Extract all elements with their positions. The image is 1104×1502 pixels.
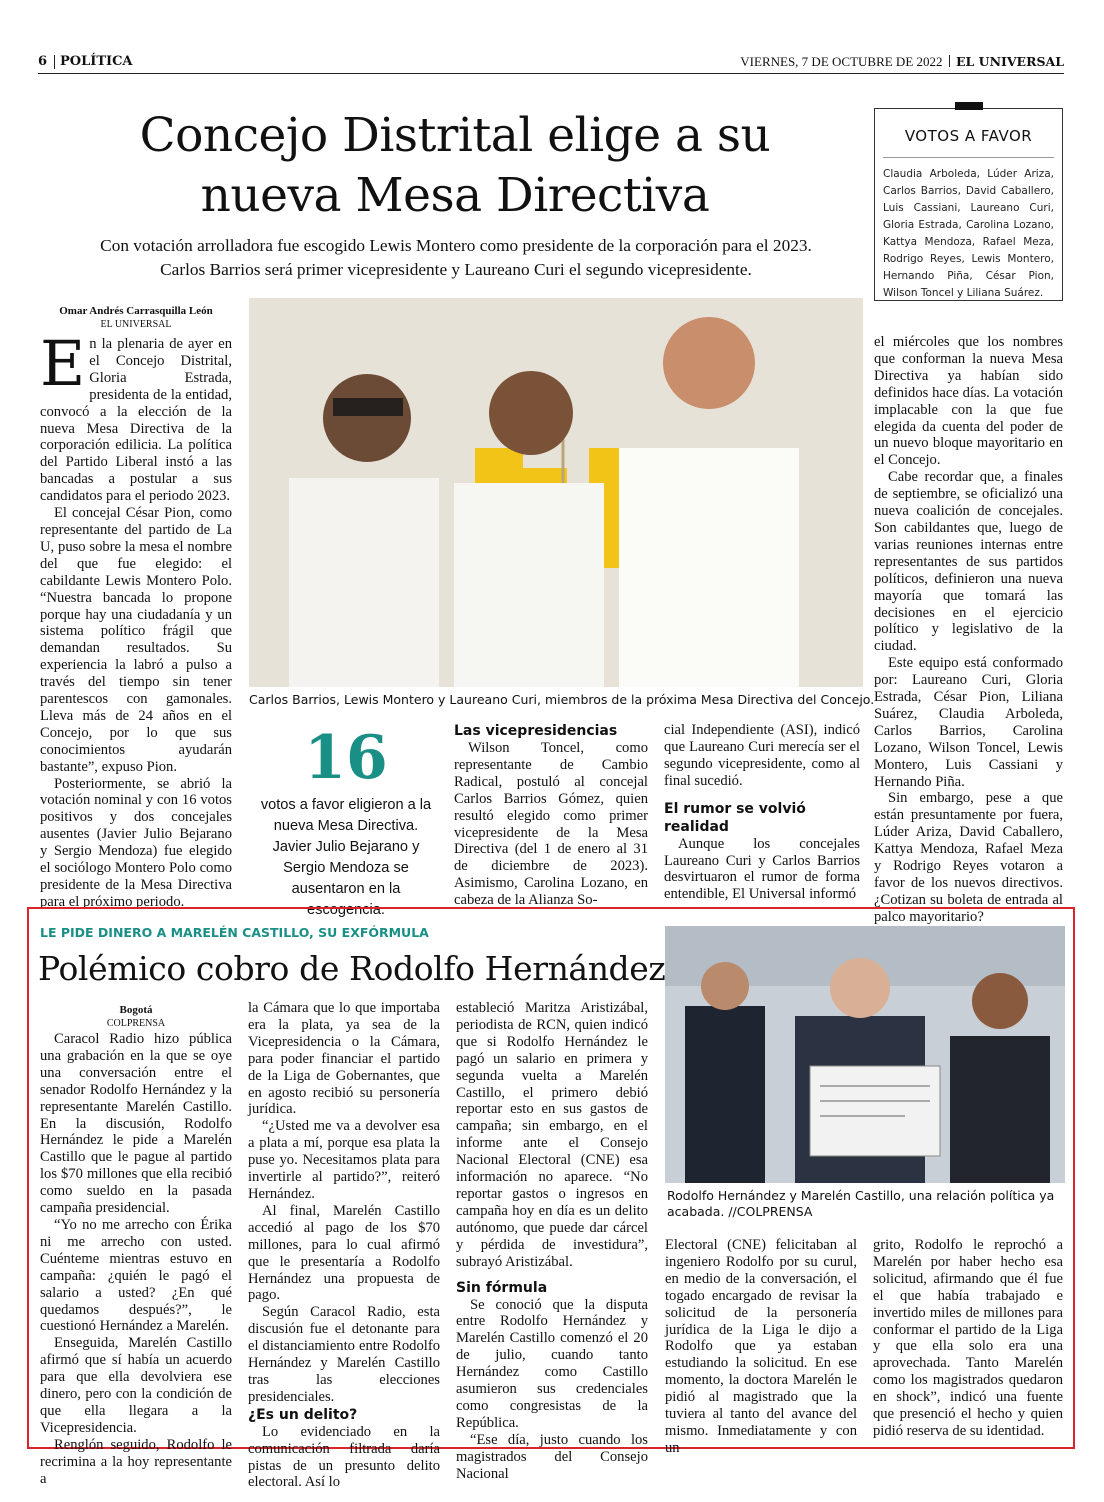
deck-line-2: Carlos Barrios será primer vicepresidente y Laureano Curi el segundo vicepresidente. — [160, 260, 752, 279]
paragraph: Renglón seguido, Rodolfo le recrimina a la hoy representante a — [40, 1436, 232, 1487]
paper-name: EL UNIVERSAL — [956, 54, 1064, 69]
article1-headline — [60, 106, 850, 226]
paragraph: Caracol Radio hizo pública una grabación en la que se oye una conversación entre el senador Rodolfo Hernández y la representante Marelén Castillo. En la discusión, Rodolfo Hernández le pide a Marelén Castillo que le pague al partido los $70 millones que ella recibió como sueldo en la pasada campaña presidencial. — [40, 1031, 232, 1217]
paragraph: Este equipo está conformado por: Laureano Curi, Gloria Estrada, César Pion, Liliana Suárez, Claudia Arboleda, Carlos Barrios, Carolina Lozano, Wilson Toncel, Lewis Montero, Luis Cassiani y Hernando Piña. — [874, 655, 1063, 790]
council-photo — [249, 298, 863, 687]
paragraph: cial Independiente (ASI), indicó que Laureano Curi merecía ser el segundo vicepresidente, como al final sucedió. — [664, 722, 860, 789]
article1-deck — [40, 234, 872, 282]
author-name: Omar Andrés Carrasquilla León — [59, 305, 213, 317]
paragraph: estableció Maritza Aristizábal, periodista de RCN, quien indicó que si Rodolfo Hernández le pagó un salario en primera y segunda vuelta a Marelén Castillo, el primero debió reportar esto en sus gastos de campaña; sin embargo, en el informe ante el Consejo Nacional Electoral (CNE) esa información no aparece. “No reportar gastos o ingresos en campaña hoy en día es un delito autónomo, que puede dar cárcel y pérdida de investidura”, subrayó Aristizábal. — [456, 1000, 648, 1270]
hernandez-photo-illustration — [665, 926, 1065, 1183]
article2-headline: Polémico cobro de Rodolfo Hernández — [38, 949, 666, 988]
sidebar-title: VOTOS A FAVOR — [904, 127, 1033, 145]
paragraph: la Cámara que lo que importaba era la plata, ya sea de la Vicepresidencia o la Cámara, para poder financiar el partido de la Liga de Gobernantes, que en agosto recibió su personería jurídica. — [248, 1000, 440, 1118]
header-divider-2 — [949, 55, 950, 67]
deck-line-1: Con votación arrolladora fue escogido Lewis Montero como presidente de la corporación para el 2023. — [100, 236, 812, 255]
headline-line-2: nueva Mesa Directiva — [200, 168, 710, 223]
author-org: EL UNIVERSAL — [100, 319, 172, 330]
hernandez-photo — [665, 926, 1065, 1183]
paragraph: “¿Usted me va a devolver esa a plata a mí, porque esa plata la puse yo. Necesitamos plata para invertirle al partido?”, reiteró Hernández. — [248, 1118, 440, 1202]
paragraph: El concejal César Pion, como representante del partido de La U, puso sobre la mesa el nombre del que fue elegido: el cabildante Lewis Montero Polo. “Nuestra bancada lo propone porque hay una ciudadanía y un sistema político frágil que demandan resultados. Su experiencia la labró a pulso a través del tiempo sin tener parentescos con gamonales. Lleva más de 24 años en el Concejo, por lo que sus conocimientos ayudarán bastante”, expuso Pion. — [40, 505, 232, 775]
article2-column-5 — [873, 1237, 1063, 1441]
sidebar-top-bar — [955, 102, 983, 110]
page-number: 6 — [38, 54, 48, 69]
paragraph: Cabe recordar que, a finales de septiembre, se oficializó una nueva coalición de concejales. Son cabildantes que, luego de varias reuniones internas entre representantes de sus partidos políticos, definieron una nueva mayoría que tomará las decisiones en el ejercicio político y legislativo de la ciudad. — [874, 469, 1063, 655]
sidebar-text: Claudia Arboleda, Lúder Ariza, Carlos Barrios, David Caballero, Luis Cassiani, Laureano Curi, Gloria Estrada, Carolina Lozano, Kattya Mendoza, Rafael Meza, Rodrigo Reyes, Lewis Montero, Hernando Piña, César Pion, Wilson Toncel y Liliana Suárez. — [883, 168, 1054, 299]
article1-column-5 — [874, 334, 1063, 925]
byline-org: COLPRENSA — [106, 1018, 166, 1029]
paragraph: “Ese día, justo cuando los magistrados del Consejo Nacional — [456, 1431, 648, 1482]
article2-column-1 — [40, 1031, 232, 1487]
paragraph: Posteriormente, se abrió la votación nominal y con 16 votos positivos y dos concejales ausentes (Javier Julio Bejarano y Sergio Mendoza) fue elegido el sociólogo Montero Polo como presidente de la Mesa Directiva para el próximo periodo. — [40, 775, 232, 910]
council-photo-caption: Carlos Barrios, Lewis Montero y Laureano Curi, miembros de la próxima Mesa Directiva del Concejo. — [249, 692, 875, 707]
section-name: POLÍTICA — [60, 54, 133, 69]
paragraph: el miércoles que los nombres que conforman la nueva Mesa Directiva ya habían sido definidos hace días. La votación implacable con la que fue elegida da cuenta del poder de un nuevo bloque mayoritario en el Concejo. — [874, 334, 1063, 469]
header-divider — [54, 55, 55, 69]
paragraph: Enseguida, Marelén Castillo afirmó que sí había un acuerdo para que ella devolviera ese dinero, pero con la condición de que ella llegara a la Vicepresidencia. — [40, 1335, 232, 1436]
page-header — [38, 52, 1064, 74]
paragraph: Wilson Toncel, como representante de Cambio Radical, postuló al concejal Carlos Barrios Gómez, quien resultó elegido como primer vicepresidente de la Mesa Directiva (del 1 de enero al 31 de diciembre de 2023). Asimismo, Carolina Lozano, en cabeza de la Alianza So- — [454, 740, 648, 909]
issue-date: VIERNES, 7 DE OCTUBRE DE 2022 — [740, 54, 943, 69]
article2-column-3 — [456, 1000, 648, 1482]
article1-column-3 — [454, 722, 648, 909]
article2-column-4 — [665, 1237, 857, 1456]
hernandez-photo-caption: Rodolfo Hernández y Marelén Castillo, una relación política ya acabada. //COLPRENSA — [667, 1188, 1055, 1219]
subhead-delito: ¿Es un delito? — [248, 1406, 358, 1423]
header-date-paper — [740, 54, 1064, 70]
article2-column-2 — [248, 1000, 440, 1491]
stat-box — [255, 723, 437, 918]
paragraph: Según Caracol Radio, esta discusión fue el detonante para el distanciamiento entre Rodolfo Hernández y Marelén Castillo tras las elecciones presidenciales. — [248, 1304, 440, 1405]
stat-text: votos a favor eligieron a la nueva Mesa Directiva. Javier Julio Bejarano y Sergio Mendoza se ausentaron en la escogencia. — [260, 797, 432, 918]
paragraph: Se conoció que la disputa entre Rodolfo Hernández y Marelén Castillo comenzó el 20 de julio, cuando tanto Hernández como Castillo asumieron sus credenciales como congresistas de la República. — [456, 1296, 648, 1431]
article1-column-1 — [40, 327, 232, 910]
stat-number: 16 — [304, 723, 388, 793]
paragraph: grito, Rodolfo le reprochó a Marelén por haber hecho esa solicitud, afirmando que él fue el que había trabajado e invertido miles de millones para conformar el partido de la Liga y que ella solo era una aprovechada. Tanto Marelén como los magistrados quedaron en shock”, indicó una fuente que presenció el hecho y quien pidió reserva de su identidad. — [873, 1237, 1063, 1439]
paragraph: Lo evidenciado en la comunicación filtrada daría pistas de un presunto delito electoral. Así lo — [248, 1423, 440, 1491]
paragraph: Aunque los concejales Laureano Curi y Carlos Barrios desvirtuaron el rumor de forma entendible, El Universal informó — [664, 835, 860, 903]
subhead-vicepresidencias: Las vicepresidencias — [454, 723, 618, 739]
article2-byline — [40, 1004, 232, 1030]
paragraph: n la plenaria de ayer en el Concejo Distrital, Gloria Estrada, presidenta de la entidad, convocó a la elección de la nueva Mesa Directiva de la corporación edilicia. La política del Partido Liberal instó a las bancadas a postular a sus candidatos para el periodo 2023. — [40, 336, 232, 505]
article2-kicker: LE PIDE DINERO A MARELÉN CASTILLO, SU EXFÓRMULA — [40, 925, 429, 940]
votes-sidebar — [874, 108, 1063, 301]
paragraph: “Yo no me arrecho con Érika ni me arrecho con usted. Cuénteme mientras estuvo en campaña: ¿quién le pagó el salario a usted? ¿En qué quedamos después?”, le cuestionó Hernández a Marelén. — [40, 1216, 232, 1335]
headline-line-1: Concejo Distrital elige a su — [139, 108, 771, 163]
article1-column-4 — [664, 722, 860, 903]
paragraph: Al final, Marelén Castillo accedió al pago de los $70 millones, para lo cual afirmó que le presentaría a Rodolfo Hernández una propuesta de pago. — [248, 1202, 440, 1304]
council-photo-illustration — [249, 298, 863, 687]
paragraph: Sin embargo, pese a que están presuntamente por fuera, Lúder Ariza, David Caballero, Kattya Mendoza, Rafael Meza y Rodrigo Reyes votaron a favor de los nuevos directivos. ¿Cotizan su boleta de entrada al palco mayoritario? — [874, 790, 1063, 925]
subhead-sin-formula: Sin fórmula — [456, 1279, 548, 1296]
subhead-rumor: El rumor se volvió realidad — [664, 800, 806, 835]
dropcap: E — [40, 327, 86, 400]
byline-place: Bogotá — [119, 1004, 153, 1016]
paragraph: Electoral (CNE) felicitaban al ingeniero Rodolfo por su curul, en medio de la conversación, el togado encargado de revisar la solicitud de la personería jurídica de la Liga le dijo a Rodolfo que ya estaban estudiando la solicitud. En ese momento, la doctora Marelén le pidió al magistrado que la tuviera al tanto del avance del mismo. Inmediatamente y con un — [665, 1237, 857, 1456]
